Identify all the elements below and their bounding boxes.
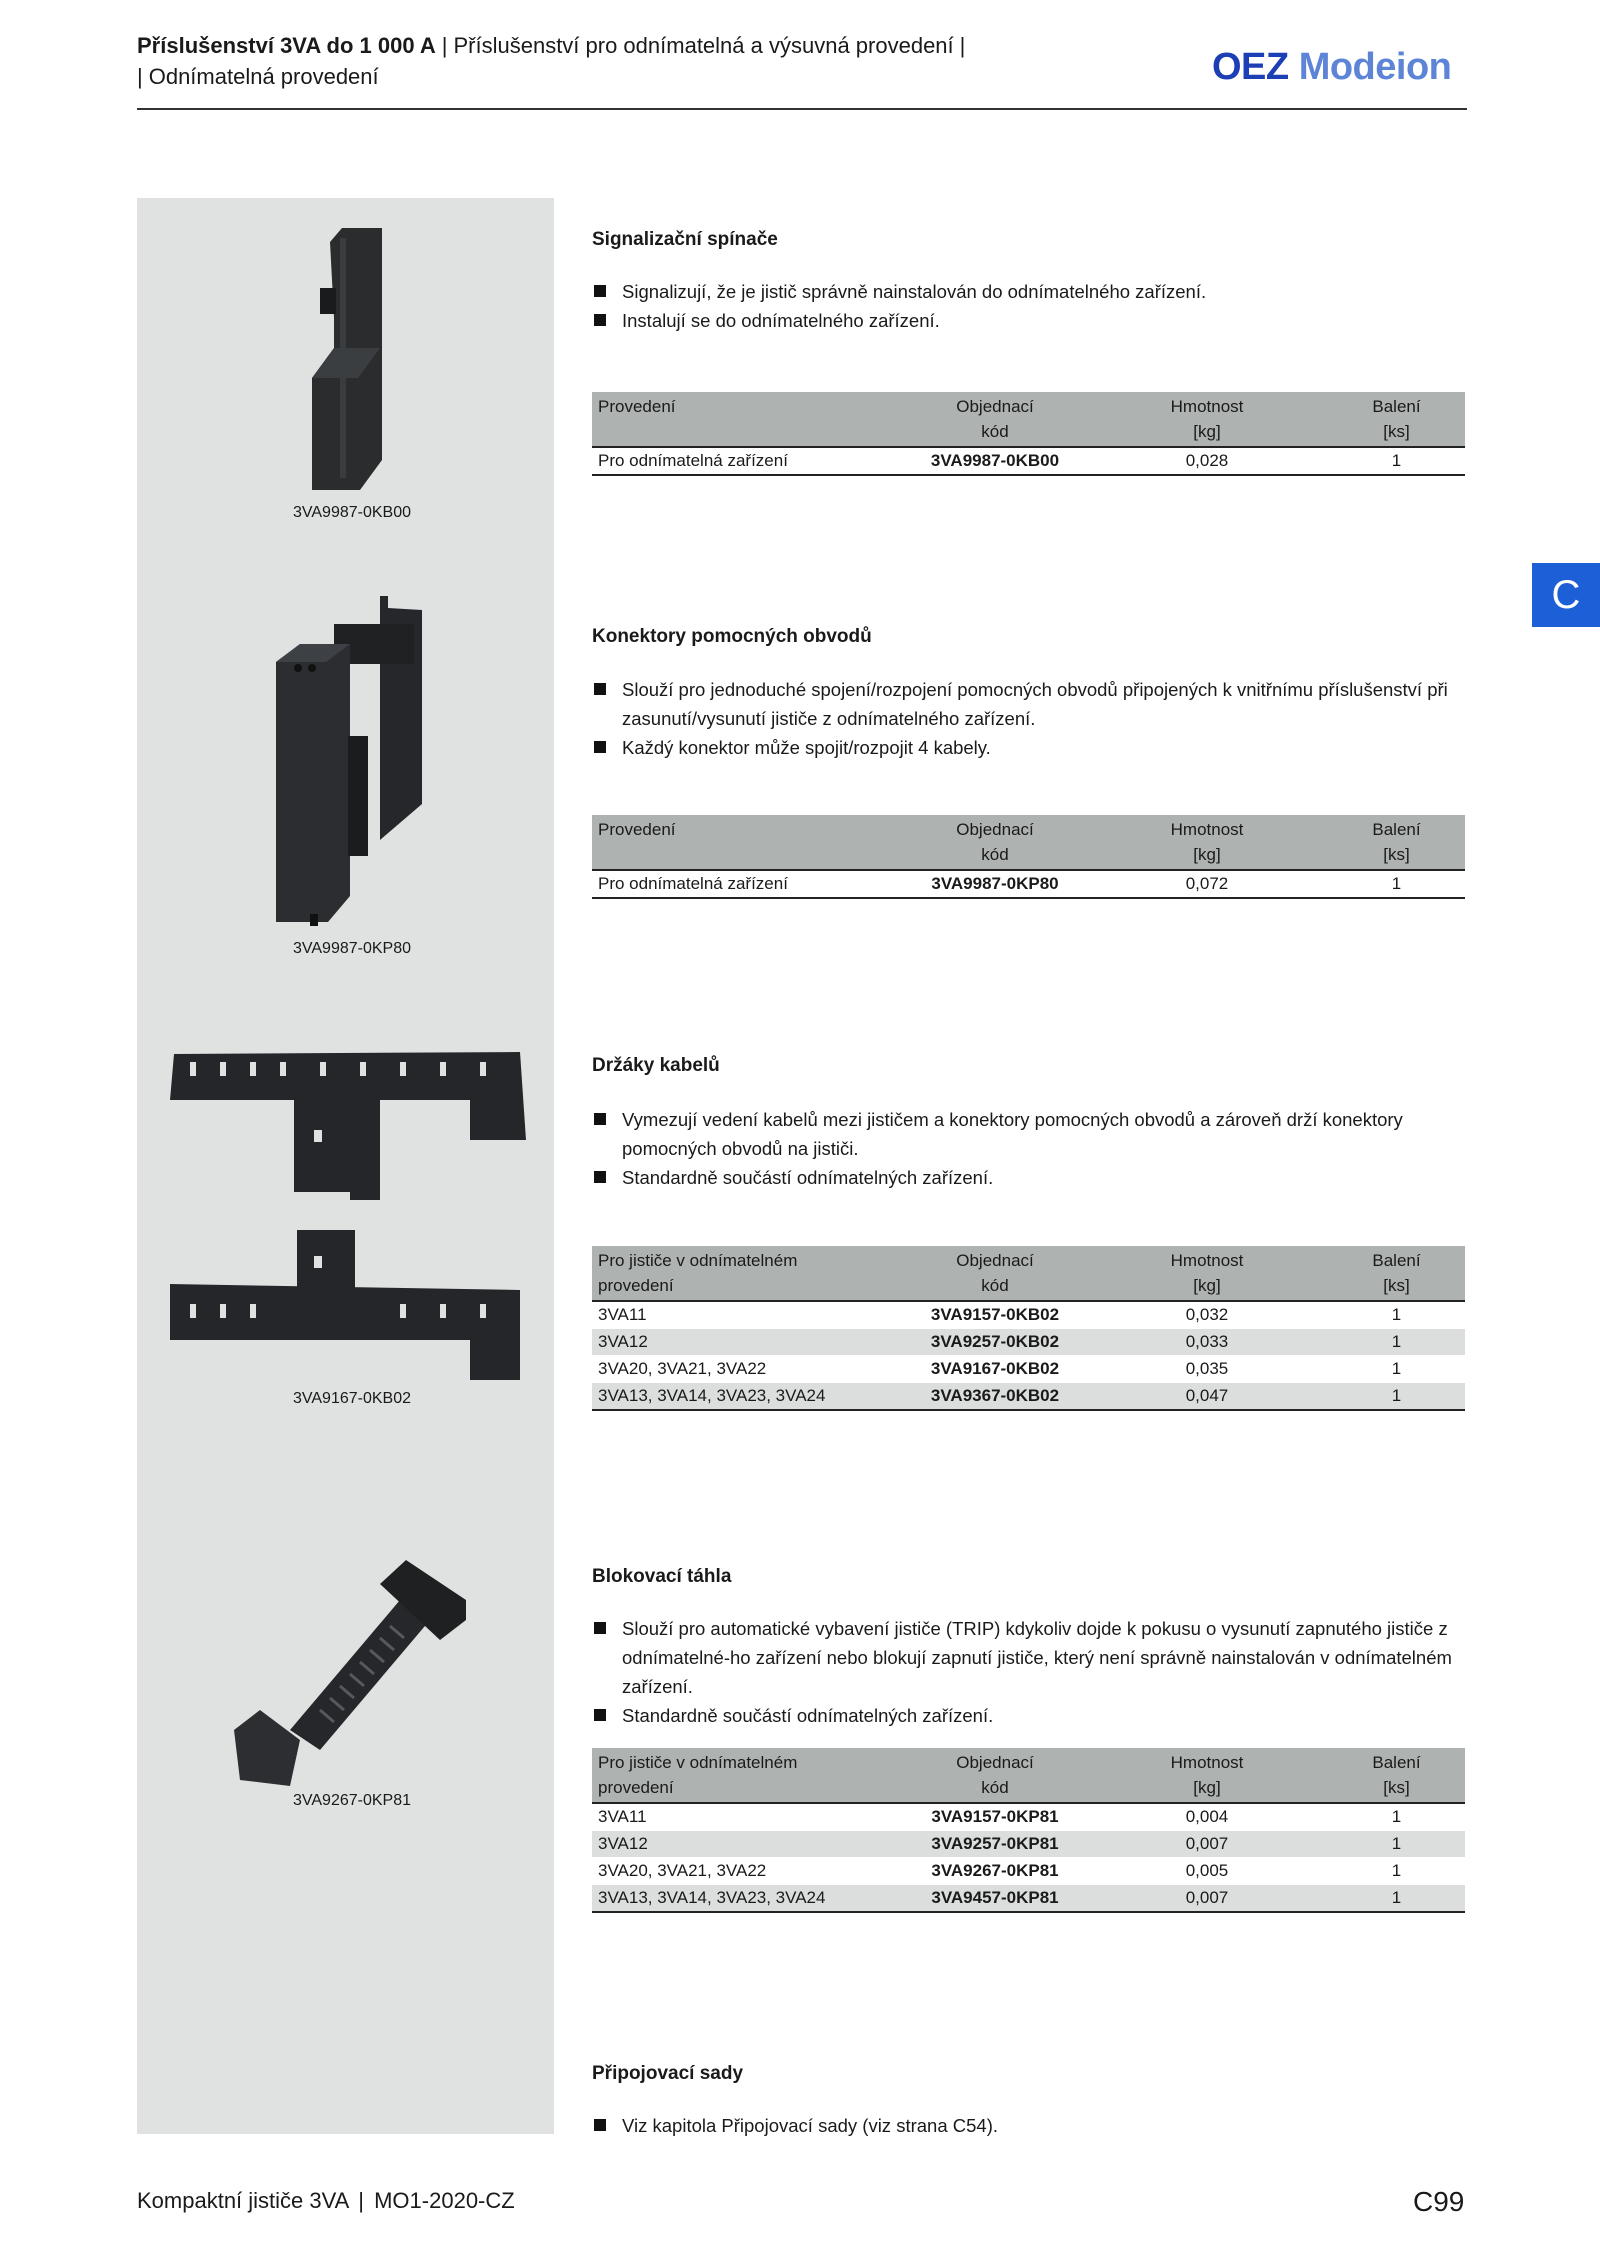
col-kod: Objednací kód bbox=[904, 1748, 1086, 1803]
cable-holder-image bbox=[170, 1040, 530, 1385]
table-row: Pro odnímatelná zařízení 3VA9987-0KB00 0,028 1 bbox=[592, 447, 1465, 475]
logo-product: Modeion bbox=[1298, 46, 1452, 88]
bullet-list bbox=[592, 1105, 1472, 1192]
bullet-item: Instalují se do odnímatelného zařízení. bbox=[592, 306, 1472, 335]
col-provedeni: Provedení bbox=[592, 392, 904, 447]
col-pro-jistice: Pro jističe v odnímatelném provedení bbox=[592, 1246, 904, 1301]
page-header: Příslušenství 3VA do 1 000 A | Příslušenství pro odnímatelná a výsuvná provedení | | Odnímatelná provedení bbox=[137, 33, 966, 89]
col-kod: Objednací kód bbox=[904, 815, 1086, 870]
col-pro-jistice: Pro jističe v odnímatelném provedení bbox=[592, 1748, 904, 1803]
bullet-list bbox=[592, 277, 1472, 335]
image-label: 3VA9987-0KP80 bbox=[293, 940, 412, 957]
footer-text: Kompaktní jističe 3VA bbox=[137, 2188, 349, 2213]
col-baleni: Balení [ks] bbox=[1328, 1246, 1465, 1301]
header-divider bbox=[137, 108, 1467, 110]
spec-table bbox=[592, 392, 1465, 476]
bullet-item: Každý konektor může spojit/rozpojit 4 kabely. bbox=[592, 733, 1472, 762]
spec-table bbox=[592, 1246, 1465, 1411]
bullet-item: Slouží pro jednoduché spojení/rozpojení pomocných obvodů připojených k vnitřnímu příslušenství při zasunutí/vysunutí jističe z odnímatelného zařízení. bbox=[592, 675, 1472, 733]
table-row: 3VA12 3VA9257-0KB02 0,033 1 bbox=[592, 1329, 1465, 1356]
col-kod: Objednací kód bbox=[904, 392, 1086, 447]
bullet-item: Viz kapitola Připojovací sady (viz strana C54). bbox=[592, 2111, 1472, 2140]
signal-switch-image bbox=[300, 228, 400, 498]
section-title: Držáky kabelů bbox=[592, 1055, 720, 1076]
section-title: Signalizační spínače bbox=[592, 229, 778, 250]
col-hmotnost: Hmotnost [kg] bbox=[1086, 815, 1328, 870]
table-row: 3VA13, 3VA14, 3VA23, 3VA24 3VA9457-0KP81 0,007 1 bbox=[592, 1885, 1465, 1913]
table-row: 3VA20, 3VA21, 3VA22 3VA9267-0KP81 0,005 1 bbox=[592, 1858, 1465, 1885]
section-title: Blokovací táhla bbox=[592, 1566, 732, 1587]
col-baleni: Balení [ks] bbox=[1328, 392, 1465, 447]
image-label: 3VA9987-0KB00 bbox=[293, 504, 412, 521]
bullet-item: Standardně součástí odnímatelných zařízení. bbox=[592, 1163, 1472, 1192]
spec-table bbox=[592, 815, 1465, 899]
bullet-item: Slouží pro automatické vybavení jističe (TRIP) kdykoliv dojde k pokusu o vysunutí zapnutého jističe z odnímatelné-ho zařízení nebo blokují zapnutí jističe, který není správně nainstalován v odnímatelném zařízení. bbox=[592, 1614, 1472, 1701]
col-hmotnost: Hmotnost [kg] bbox=[1086, 392, 1328, 447]
col-baleni: Balení [ks] bbox=[1328, 815, 1465, 870]
connector-image bbox=[270, 596, 430, 928]
bullet-item: Vymezují vedení kabelů mezi jističem a konektory pomocných obvodů a zároveň drží konektory pomocných obvodů na jističi. bbox=[592, 1105, 1472, 1163]
section-title: Připojovací sady bbox=[592, 2063, 744, 2084]
page-footer: Kompaktní jističe 3VA | MO1-2020-CZ bbox=[137, 2188, 515, 2213]
header-part2: Příslušenství pro odnímatelná a výsuvná provedení bbox=[453, 33, 954, 58]
bullet-list bbox=[592, 1614, 1472, 1730]
page-number: C99 bbox=[1413, 2186, 1465, 2217]
footer-code: MO1-2020-CZ bbox=[374, 2188, 515, 2213]
table-row: 3VA12 3VA9257-0KP81 0,007 1 bbox=[592, 1831, 1465, 1858]
image-label: 3VA9167-0KB02 bbox=[293, 1390, 412, 1407]
table-row: 3VA11 3VA9157-0KB02 0,032 1 bbox=[592, 1301, 1465, 1329]
table-row: 3VA11 3VA9157-0KP81 0,004 1 bbox=[592, 1803, 1465, 1831]
col-hmotnost: Hmotnost [kg] bbox=[1086, 1748, 1328, 1803]
bullet-list bbox=[592, 675, 1472, 762]
table-row: Pro odnímatelná zařízení 3VA9987-0KP80 0,072 1 bbox=[592, 870, 1465, 898]
table-row: 3VA20, 3VA21, 3VA22 3VA9167-0KB02 0,035 1 bbox=[592, 1356, 1465, 1383]
spec-table bbox=[592, 1748, 1465, 1913]
bullet-item: Standardně součástí odnímatelných zařízení. bbox=[592, 1701, 1472, 1730]
bullet-list bbox=[592, 2111, 1472, 2140]
brand-logo bbox=[1212, 46, 1451, 89]
col-kod: Objednací kód bbox=[904, 1246, 1086, 1301]
section-title: Konektory pomocných obvodů bbox=[592, 626, 872, 647]
bullet-item: Signalizují, že je jistič správně nainstalován do odnímatelného zařízení. bbox=[592, 277, 1472, 306]
col-provedeni: Provedení bbox=[592, 815, 904, 870]
col-hmotnost: Hmotnost [kg] bbox=[1086, 1246, 1328, 1301]
header-part3: Odnímatelná provedení bbox=[148, 64, 379, 89]
table-row: 3VA13, 3VA14, 3VA23, 3VA24 3VA9367-0KB02 0,047 1 bbox=[592, 1383, 1465, 1411]
chapter-tab: C bbox=[1532, 563, 1600, 627]
interlock-rod-image bbox=[230, 1560, 470, 1790]
logo-brand: OEZ bbox=[1212, 46, 1289, 88]
image-label: 3VA9267-0KP81 bbox=[293, 1792, 412, 1809]
col-baleni: Balení [ks] bbox=[1328, 1748, 1465, 1803]
header-part1: Příslušenství 3VA do 1 000 A bbox=[137, 33, 436, 58]
